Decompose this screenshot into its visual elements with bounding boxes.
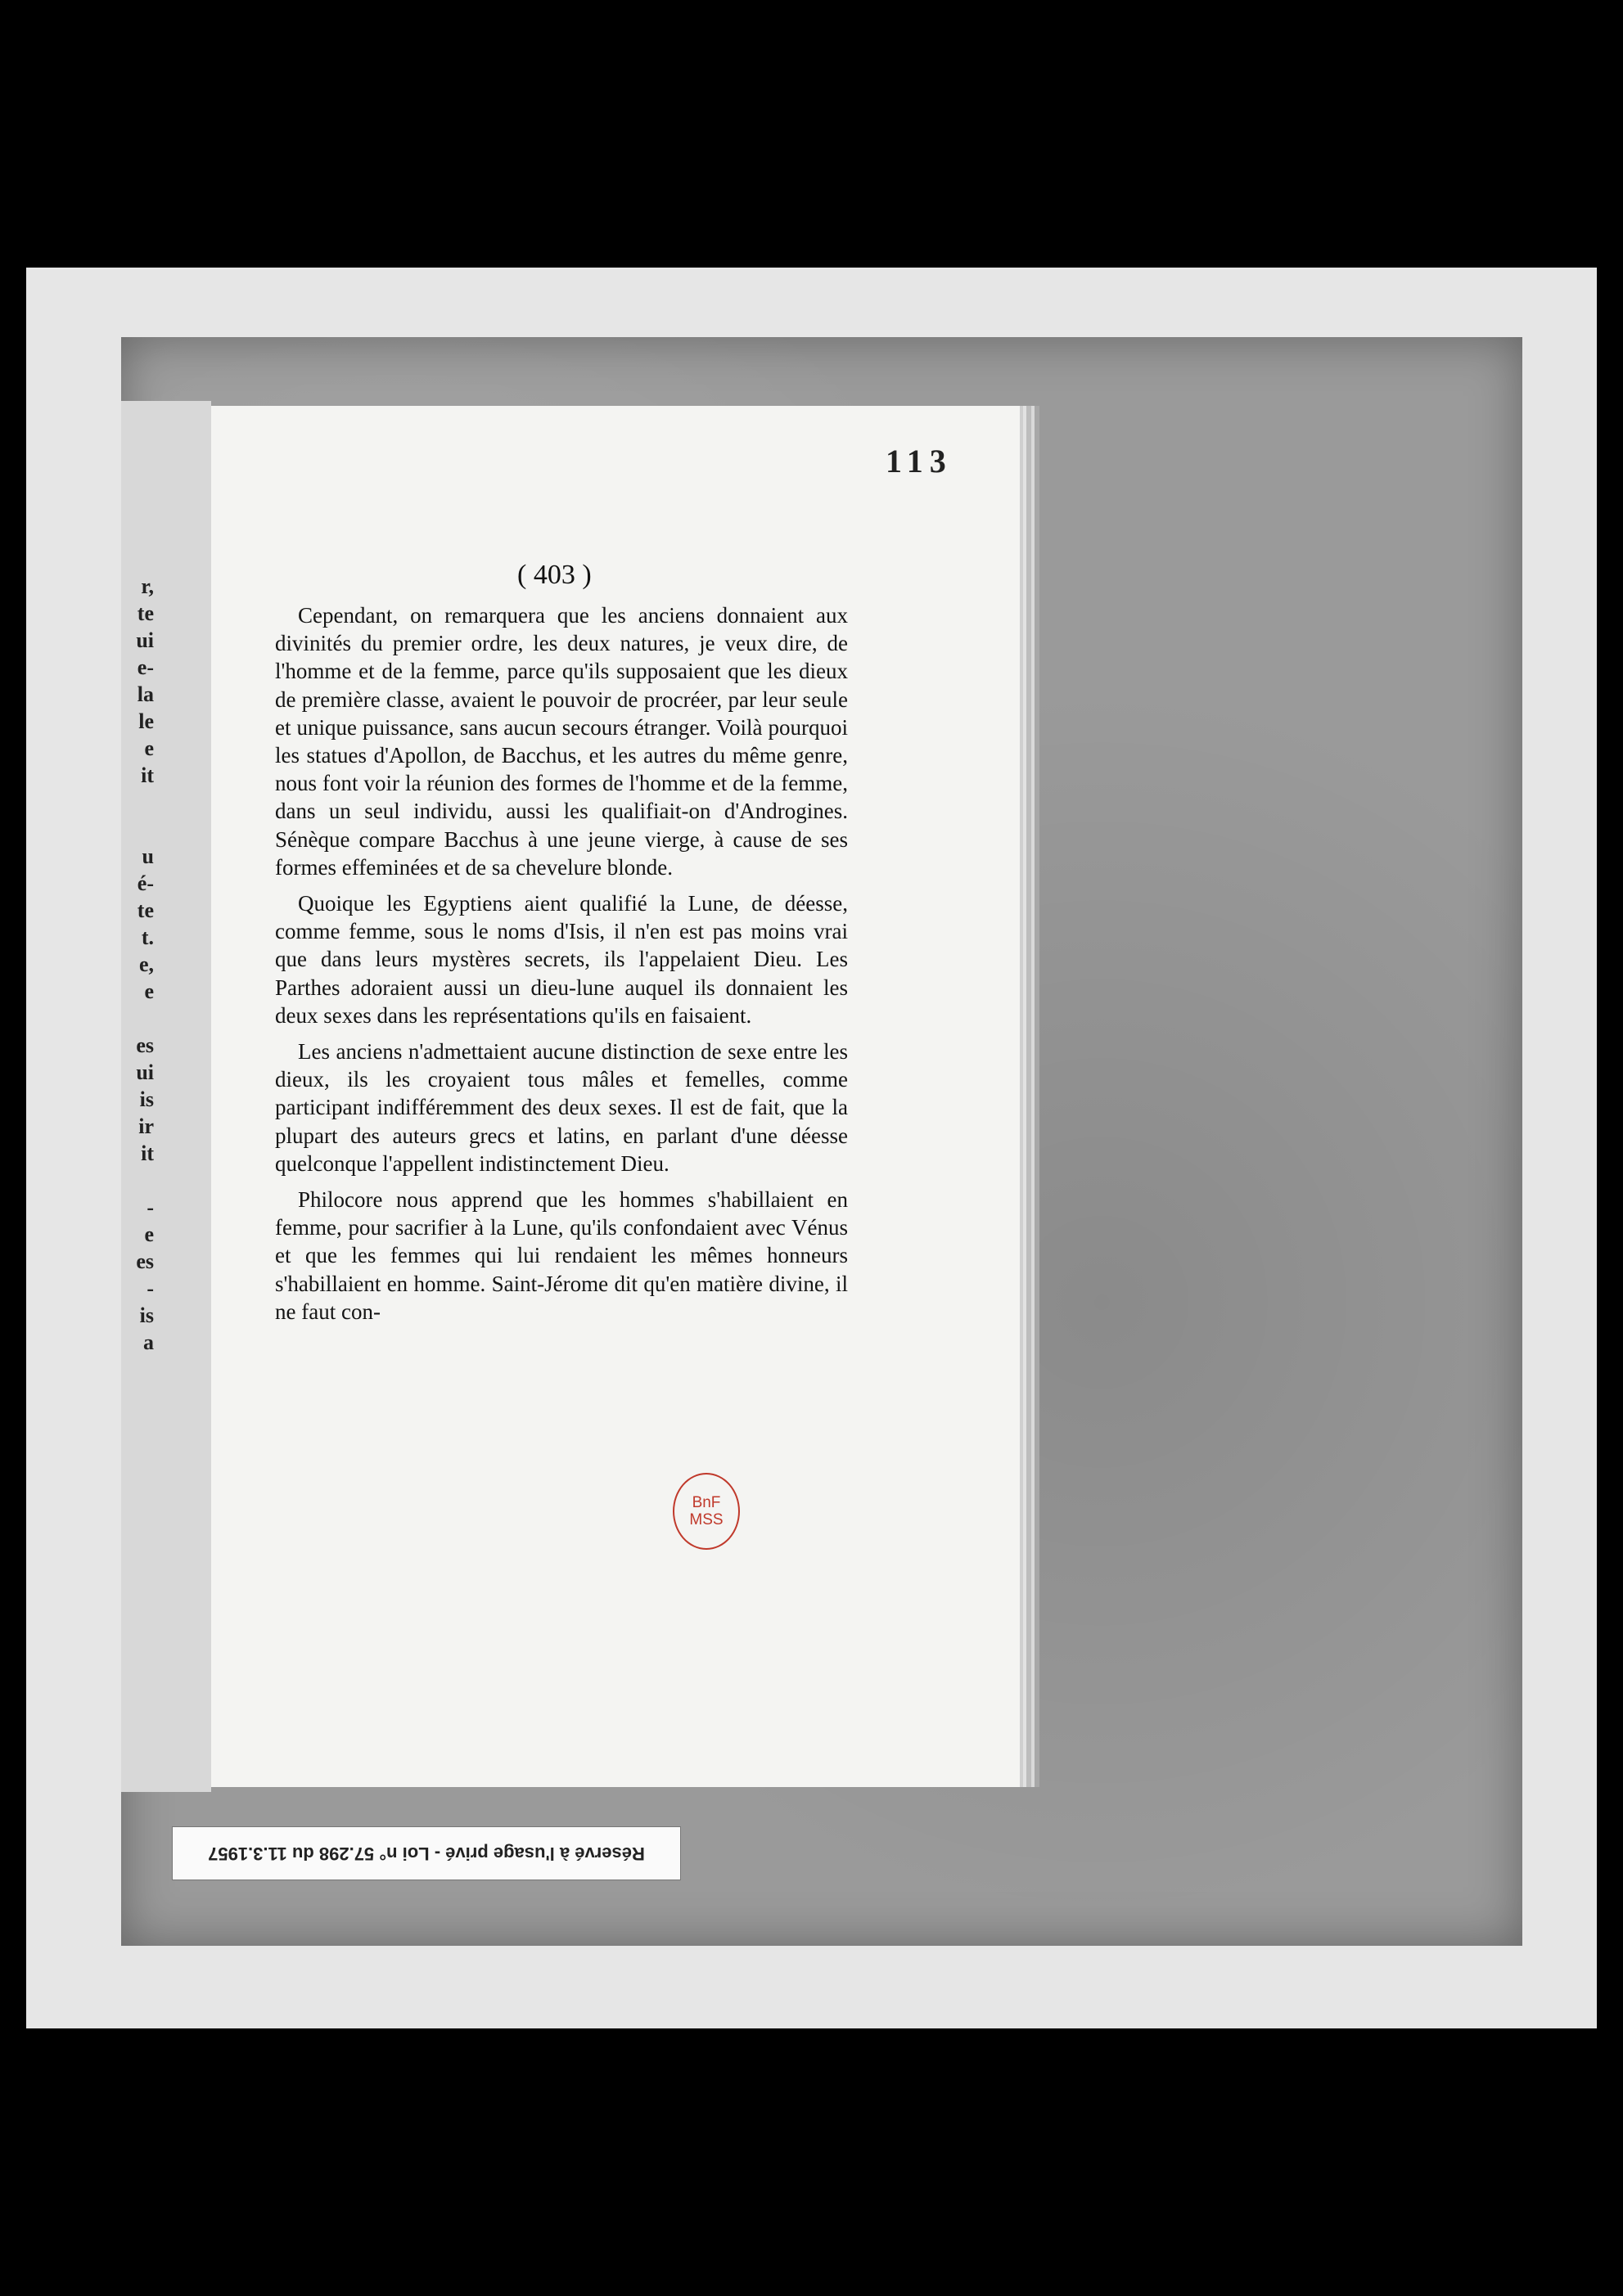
paragraph-2: Quoique les Egyptiens aient qualifié la Lune, de déesse, comme femme, sous le noms d'Isis, il n'en est pas moins vrai que dans leurs mystères secrets, ils l'appelaient Dieu. Les Parthes adoraient aussi un dieu-lune auquel ils donnaient les deux sexes dans les représentations qu'ils en faisaient. — [275, 891, 848, 1028]
paragraph-3: Les anciens n'admettaient aucune distinction de sexe entre les dieux, ils les croyaient tous mâles et femelles, comme participant indifféremment des deux sexes. Il est de fait, que la plupart des auteurs grecs et latins, en parlant d'une déesse quelconque l'appellent indistinctement Dieu. — [275, 1039, 848, 1176]
folio-number: 113 — [886, 443, 953, 479]
usage-label-text: Réservé à l'usage privé - Loi n° 57.298 du 11.3.1957 — [208, 1844, 645, 1864]
library-stamp — [673, 1473, 740, 1550]
paragraph-1: Cependant, on remarquera que les anciens donnaient aux divinités du premier ordre, les deux natures, je veux dire, de l'homme et de la femme, parce qu'ils supposaient que les dieux de première classe, avaient le pouvoir de procréer, par leur seule et unique puissance, sans aucun secours étranger. Voilà pourquoi les statues d'Apollon, de Bacchus, et les autres du même genre, nous font voir la réunion des formes de l'homme et de la femme, dans un seul individu, aussi les qualifiait-on d'Androgines. Sénèque compare Bacchus à une jeune vierge, à cause de ses formes effeminées et de sa chevelure blonde. — [275, 603, 848, 880]
paragraph-4: Philocore nous apprend que les hommes s'habillaient en femme, pour sacrifier à la Lune, qu'ils confondaient avec Vénus et que les femmes qui lui rendaient les mêmes honneurs s'habillaient en homme. Saint-Jérome dit qu'en matière divine, il ne faut con- — [275, 1187, 848, 1324]
page-body — [275, 601, 848, 1334]
usage-label — [172, 1826, 681, 1880]
page-number: ( 403 ) — [517, 560, 592, 590]
stamp-line-1: BnF — [692, 1494, 721, 1511]
previous-page-fragments: r, te ui e- la le e it u é- te t. e, e es ui is ir it - e es - is a — [136, 574, 154, 1354]
stamp-line-2: MSS — [689, 1511, 724, 1528]
